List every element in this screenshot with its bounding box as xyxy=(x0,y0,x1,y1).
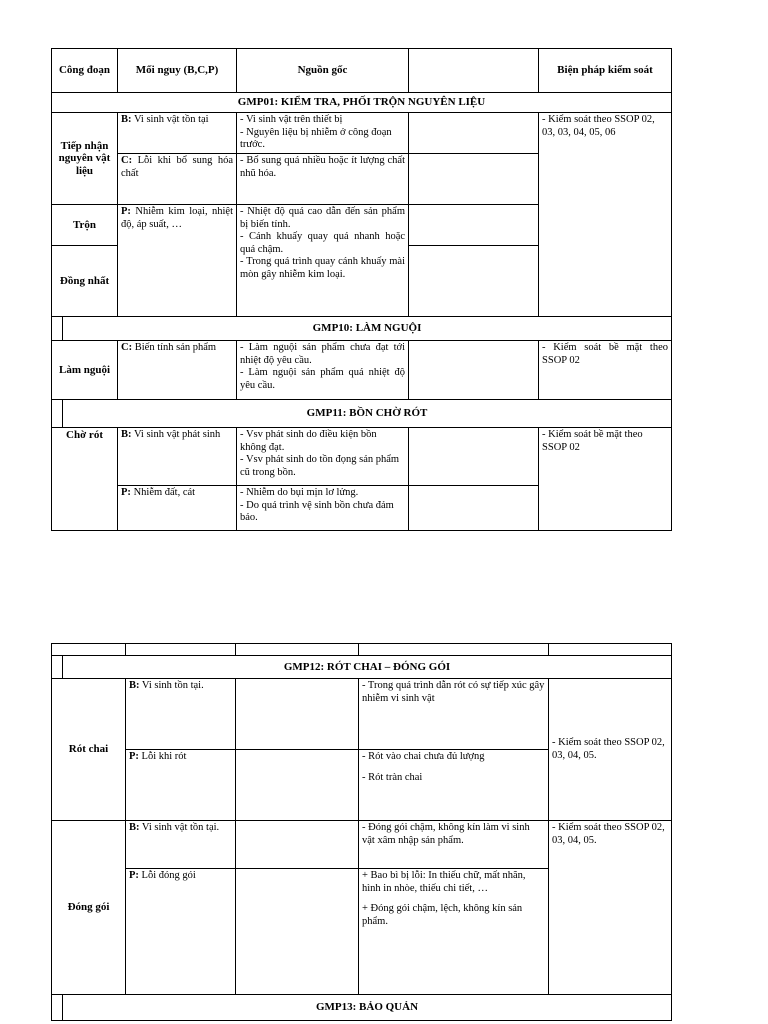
hazard-text: Nhiễm kim loại, nhiệt độ, áp suất, … xyxy=(121,206,234,230)
source-line: + Bao bì bị lỗi: In thiếu chữ, mất nhãn, hình in nhòe, thiếu chi tiết, … xyxy=(362,870,526,894)
source-line: - Làm nguội sản phẩm quá nhiệt độ yêu cầu. xyxy=(240,367,406,391)
hazard-code: C: xyxy=(121,342,133,353)
stage-homogenize: Đồng nhất xyxy=(52,246,118,317)
narrow-cell xyxy=(52,400,63,428)
narrow-cell xyxy=(52,317,63,341)
blank-cell xyxy=(236,679,359,750)
stage-wait-fill: Chờ rót xyxy=(52,428,118,531)
source-line: - Nhiệt độ quá cao dẫn đến sản phẩm bị biến tính. xyxy=(240,206,406,230)
gmp11-title: GMP11: BỒN CHỜ RÓT xyxy=(63,400,672,428)
source-cell xyxy=(237,154,409,205)
blank-cell xyxy=(236,821,359,869)
hazard-cell xyxy=(126,679,236,750)
source-line: - Do quá trình vệ sinh bồn chưa đảm bảo. xyxy=(240,499,394,523)
stage-receive: Tiếp nhận nguyên vật liệu xyxy=(52,113,118,205)
control-cell: - Kiểm soát bề mặt theo SSOP 02 xyxy=(539,341,672,400)
blank-cell xyxy=(236,750,359,821)
gmp10-title: GMP10: LÀM NGUỘI xyxy=(63,317,672,341)
source-cell xyxy=(237,486,409,531)
source-line: - Trong quá trình quay cánh khuấy mài mòn gây nhiễm kim loại. xyxy=(240,256,406,280)
blank-cell xyxy=(409,428,539,486)
blank-cell xyxy=(409,113,539,154)
source-line: - Nguyên liệu bị nhiễm ở công đoạn trước. xyxy=(240,126,392,150)
gmp13-title: GMP13: BẢO QUẢN xyxy=(63,995,672,1021)
hazard-cell xyxy=(126,821,236,869)
narrow-cell xyxy=(52,995,63,1021)
stage-mix: Trộn xyxy=(52,205,118,246)
hazard-text: Lỗi khi rót xyxy=(138,751,187,762)
source-cell xyxy=(237,428,409,486)
source-line: - Bổ sung quá nhiều hoặc ít lượng chất nhũ hóa. xyxy=(240,155,406,179)
hazard-code: B: xyxy=(129,680,140,691)
source-cell xyxy=(359,750,549,821)
hazard-cell xyxy=(118,486,237,531)
blank-cell xyxy=(409,486,539,531)
source-cell: - Trong quá trình dẫn rót có sự tiếp xúc gây nhiễm vi sinh vật xyxy=(359,679,549,750)
control-cell: - Kiểm soát theo SSOP 02, 03, 04, 05. xyxy=(549,821,672,995)
stage-packing: Đóng gói xyxy=(52,821,126,995)
source-line: - Làm nguội sản phẩm chưa đạt tới nhiệt độ yêu cầu. xyxy=(240,342,406,366)
source-cell xyxy=(237,113,409,154)
gmp12-title: GMP12: RÓT CHAI – ĐÓNG GÓI xyxy=(63,656,672,679)
blank-cell xyxy=(236,644,359,656)
gmp01-title: GMP01: KIỂM TRA, PHỐI TRỘN NGUYÊN LIỆU xyxy=(52,93,672,113)
source-line: - Nhiễm do bụi mịn lơ lửng. xyxy=(240,487,359,498)
hazard-code: P: xyxy=(129,870,139,881)
hazard-code: B: xyxy=(121,429,132,440)
hazard-code: B: xyxy=(121,114,132,125)
hazard-text: Nhiễm đất, cát xyxy=(130,487,196,498)
control-cell: - Kiểm soát theo SSOP 02, 03, 04, 05. xyxy=(549,679,672,821)
hazard-cell xyxy=(118,154,237,205)
blank-cell xyxy=(126,644,236,656)
blank-cell xyxy=(409,341,539,400)
narrow-cell xyxy=(52,656,63,679)
source-line: - Rót vào chai chưa đủ lượng xyxy=(362,751,485,762)
hazard-text: Biến tính sản phẩm xyxy=(132,342,217,353)
blank-cell xyxy=(52,644,126,656)
haccp-table-2 xyxy=(51,643,672,1021)
header-hazard: Mối nguy (B,C,P) xyxy=(118,49,237,93)
haccp-table-1 xyxy=(51,48,672,531)
hazard-cell xyxy=(126,750,236,821)
hazard-text: Vi sinh vật tồn tại xyxy=(131,114,209,125)
blank-cell xyxy=(409,205,539,246)
hazard-text: Vi sinh vật phát sinh xyxy=(131,429,221,440)
header-blank xyxy=(409,49,539,93)
hazard-cell xyxy=(118,341,237,400)
hazard-code: P: xyxy=(121,487,131,498)
source-line: - Cánh khuấy quay quá nhanh hoặc quá chậm. xyxy=(240,231,406,255)
source-line: - Rót tràn chai xyxy=(362,771,423,783)
stage-cool: Làm nguội xyxy=(52,341,118,400)
blank-cell xyxy=(359,644,549,656)
hazard-text: Vi sinh vật tồn tại. xyxy=(139,822,220,833)
hazard-cell xyxy=(118,113,237,154)
control-cell: - Kiểm soát bề mặt theo SSOP 02 xyxy=(539,428,672,531)
stage-bottle-fill: Rót chai xyxy=(52,679,126,821)
source-cell xyxy=(237,341,409,400)
source-line: + Đóng gói chậm, lệch, không kín sản phẩm. xyxy=(362,903,523,927)
hazard-cell xyxy=(126,869,236,995)
source-line: - Vsv phát sinh do điều kiện bồn không đạt. xyxy=(240,429,377,453)
control-cell: - Kiểm soát theo SSOP 02, 03, 03, 04, 05, 06 xyxy=(539,113,672,317)
hazard-code: B: xyxy=(129,822,140,833)
hazard-text: Vi sinh tồn tại. xyxy=(139,680,204,691)
header-source: Nguồn gốc xyxy=(237,49,409,93)
source-cell xyxy=(359,869,549,995)
header-stage: Công đoạn xyxy=(52,49,118,93)
hazard-text: Lỗi đóng gói xyxy=(138,870,196,881)
source-cell xyxy=(237,205,409,317)
blank-cell xyxy=(549,644,672,656)
source-line: - Vsv phát sinh do tồn đọng sản phẩm cũ trong bồn. xyxy=(240,454,400,478)
hazard-code: P: xyxy=(121,206,131,217)
source-line: - Vi sinh vật trên thiết bị xyxy=(240,114,343,125)
hazard-cell xyxy=(118,428,237,486)
blank-cell xyxy=(409,246,539,317)
hazard-cell xyxy=(118,205,237,317)
hazard-code: P: xyxy=(129,751,139,762)
source-cell: - Đóng gói chậm, không kín làm vi sinh vật xâm nhập sản phẩm. xyxy=(359,821,549,869)
blank-cell xyxy=(409,154,539,205)
header-control: Biện pháp kiểm soát xyxy=(539,49,672,93)
hazard-code: C: xyxy=(121,155,133,166)
hazard-text: Lỗi khi bổ sung hóa chất xyxy=(121,155,234,179)
blank-cell xyxy=(236,869,359,995)
